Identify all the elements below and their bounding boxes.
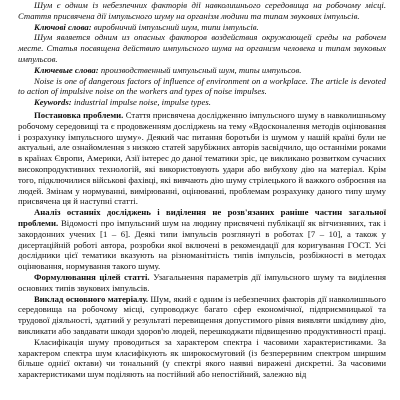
section-heading: Формулювання цілей статті. (34, 271, 150, 282)
section-main (18, 294, 386, 337)
section-goals (18, 272, 386, 294)
section-heading: Виклад основного матеріалу. (34, 293, 148, 304)
section-heading: Аналіз останніх досліджень і виділення не розв'язаних раніше частин загальної проблеми. (18, 207, 386, 228)
section-body: Відомості про імпульсний шум на людину присвячені публікації як вітчизняних, так і закордонних учених [1 – 6]. Деякі типи імпульсів розглянуті в роботах [7 – 10], а також у дисертаційній роботі автора, розробки якої включені в рекомендації для коригування ГОСТ. Усі дослідники цієї тематики вказують на різноманітність типів імпульсів, розбіжності в методах оцінювання, нормування такого шуму. (18, 217, 386, 272)
abstract-english: Noise is one of dangerous factors of influence of environment on a workplace. The article is devoted to action of impulsive noise on the workers and types of noise impulses. (18, 75, 386, 97)
section-problem (18, 110, 386, 207)
section-analysis (18, 207, 386, 272)
section-heading: Постановка проблеми. (34, 109, 124, 120)
section-body: Стаття присвячена дослідженню імпульсного шуму в навколишньому робочому середовищі та є продовженням досліджень на тему «Вдосконалення методів оцінювання і розрахунку імпульсного шуму». Деякий час питання боротьби із шумом у нашій країні були не актуальні, але ознайомлення з низкою статей зарубіжних авторів засвідчило, що останніми роками в країнах Європи, Америки, Азії інтерес до даної тематики зріс, це викликано розвитком сучасних високопродуктивних технологій, які використовують удари або вибухову дію на матеріал. Крім того, підключилися військові фахівці, які вивчають дію шуму стрілецького й важкого озброєння на людей. Змінам у нормуванні, вимірюванні, оцінюванні, проблемам розрахунку даного типу шуму присвячена ця й наступні статті. (18, 109, 386, 207)
keywords-ukrainian (18, 22, 386, 33)
section-body: Узагальнення параметрів дії імпульсного шуму та виділення основних типів звукових імпульсів. (18, 271, 386, 293)
keywords-label: Ключові слова: (34, 21, 92, 32)
section-classification (18, 337, 386, 380)
page (18, 0, 386, 380)
keywords-english (18, 97, 386, 108)
keywords-label: Ключевые слова: (34, 64, 99, 75)
keywords-label: Keywords: (34, 97, 72, 108)
section-body: Класифікація шуму проводиться за характером спектра і часовими характеристиками. За характером спектра шум класифікують як широкосмуговий (із безперервним спектром ширшим більше однієї октави) чи тональний (у спектрі якого наявні виражені дискретні. За часовими характеристиками шум поділяють на постійний або непостійний, залежно від (18, 336, 386, 380)
abstract-russian: Шум является одним из опасных факторов воздействия окружающей среды на рабочем месте. Статья посвящена действию импульсного шума на организм человека и типам звуковых импульсов. (18, 32, 386, 64)
keywords-text: industrial impulse noise, impulse types. (71, 97, 211, 108)
keywords-text: производственный импульсный шум, типы импульсов. (98, 64, 302, 75)
keywords-russian (18, 65, 386, 76)
keywords-text: виробничий імпульсний шум, типи імпульсів. (91, 21, 259, 32)
section-body: Шум, який є одним із небезпечних факторів дії навколишнього середовища на робочому місці, супроводжує багато сфер економічної, підприємницької та трудової діяльності, здатний у результаті перевищення допустимого рівня виявляти шкідливу дію, викликати або завдавати шкоди здоров'ю людей, перешкоджати підвищенню продуктивності праці. (18, 293, 386, 336)
abstract-ukrainian: Шум є одним із небезпечних факторів дії навколишнього середовища на робочому місці. Стаття присвячена дії імпульсного шуму на організм людини та типам звукових імпульсів. (18, 0, 386, 21)
